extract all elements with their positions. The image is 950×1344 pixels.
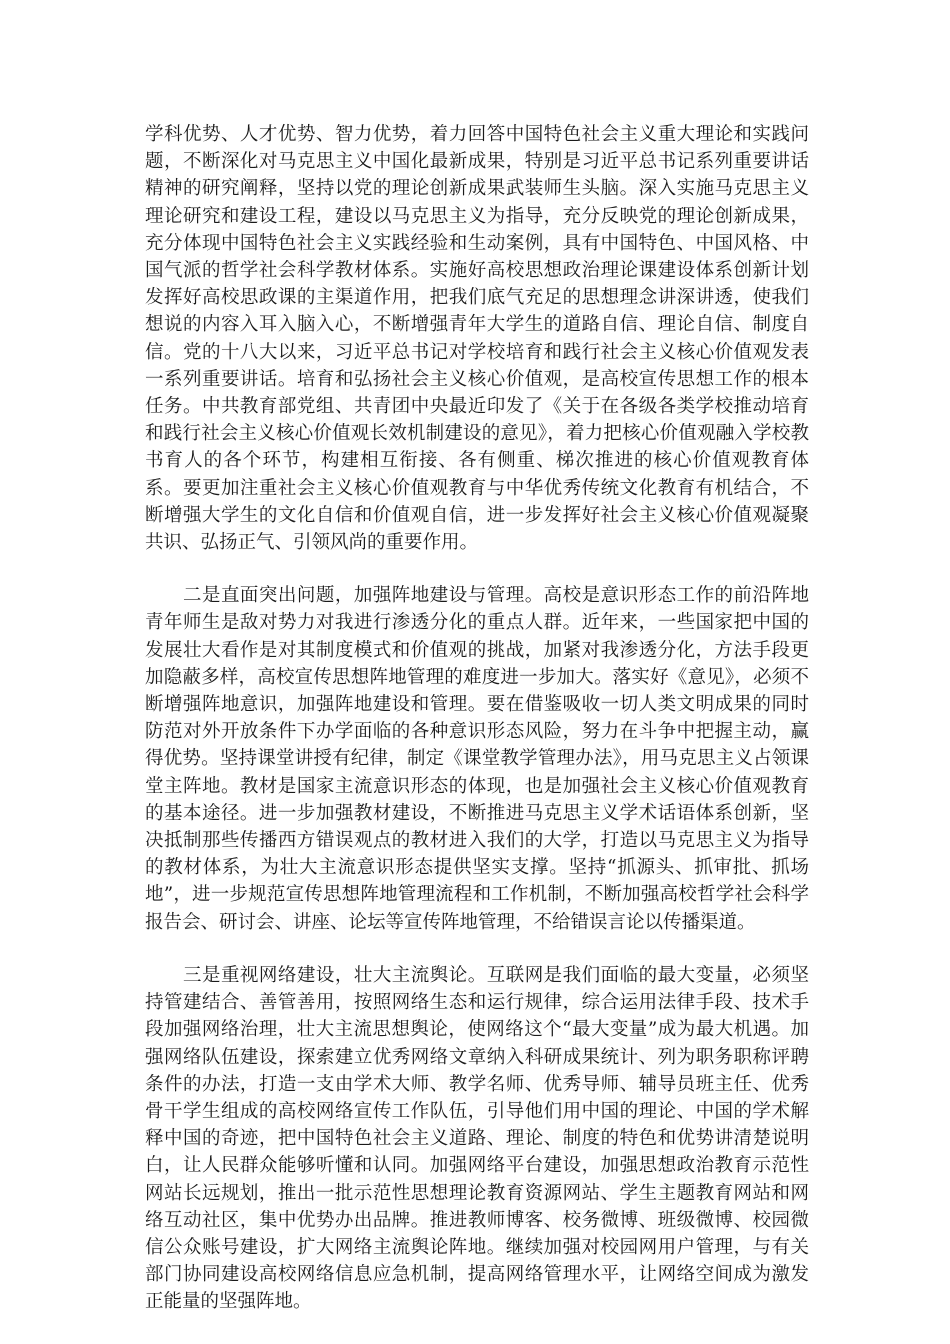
paragraph-2: 二是直面突出问题，加强阵地建设与管理。高校是意识形态工作的前沿阵地青年师生是敌对势力对我进行渗透分化的重点人群。近年来，一些国家把中国的发展壮大看作是对其制度模式和价值观的挑战，加紧对我渗透分化，方法手段更加隐蔽多样，高校宣传思想阵地管理的难度进一步加大。落实好《意见》，必须不断增强阵地意识，加强阵地建设和管理。要在借鉴吸收一切人类文明成果的同时防范对外开放条件下办学面临的各种意识形态风险，努力在斗争中把握主动，赢得优势。坚持课堂讲授有纪律，制定《课堂教学管理办法》，用马克思主义占领课堂主阵地。教材是国家主流意识形态的体现，也是加强社会主义核心价值观教育的基本途径。进一步加强教材建设，不断推进马克思主义学术话语体系创新，坚决抵制那些传播西方错误观点的教材进入我们的大学，打造以马克思主义为指导的教材体系，为壮大主流意识形态提供坚实支撑。坚持“抓源头、抓审批、抓场地”，进一步规范宣传思想阵地管理流程和工作机制，不断加强高校哲学社会科学报告会、研讨会、讲座、论坛等宣传阵地管理，不给错误言论以传播渠道。 — [145, 585, 809, 933]
paragraph-3: 三是重视网络建设，壮大主流舆论。互联网是我们面临的最大变量，必须坚持管建结合、善管善用，按照网络生态和运行规律，综合运用法律手段、技术手段加强网络治理，壮大主流思想舆论，使网络这个“最大变量”成为最大机遇。加强网络队伍建设，探索建立优秀网络文章纳入科研成果统计、列为职务职称评聘条件的办法，打造一支由学术大师、教学名师、优秀导师、辅导员班主任、优秀骨干学生组成的高校网络宣传工作队伍，引导他们用中国的理论、中国的学术解释中国的奇迹，把中国特色社会主义道路、理论、制度的特色和优势讲清楚说明白，让人民群众能够听懂和认同。加强网络平台建设，加强思想政治教育示范性网站长远规划，推出一批示范性思想理论教育资源网站、学生主题教育网站和网络互动社区，集中优势办出品牌。推进教师博客、校务微博、班级微博、校园微信公众账号建设，扩大网络主流舆论阵地。继续加强对校园网用户管理，与有关部门协同建设高校网络信息应急机制，提高网络管理水平，让网络空间成为激发正能量的坚强阵地。 — [145, 964, 809, 1313]
document-page — [145, 121, 809, 1316]
paragraph-1: 学科优势、人才优势、智力优势，着力回答中国特色社会主义重大理论和实践问题，不断深化对马克思主义中国化最新成果，特别是习近平总书记系列重要讲话精神的研究阐释，坚持以党的理论创新成果武装师生头脑。深入实施马克思主义理论研究和建设工程，建设以马克思主义为指导，充分反映党的理论创新成果，充分体现中国特色社会主义实践经验和生动案例，具有中国特色、中国风格、中国气派的哲学社会科学教材体系。实施好高校思想政治理论课建设体系创新计划发挥好高校思政课的主渠道作用，把我们底气充足的思想理念讲深讲透，使我们想说的内容入耳入脑入心，不断增强青年大学生的道路自信、理论自信、制度自信。党的十八大以来，习近平总书记对学校培育和践行社会主义核心价值观发表一系列重要讲话。培育和弘扬社会主义核心价值观，是高校宣传思想工作的根本任务。中共教育部党组、共青团中央最近印发了《关于在各级各类学校推动培育和践行社会主义核心价值观长效机制建设的意见》，着力把核心价值观融入学校教书育人的各个环节，构建相互衔接、各有侧重、梯次推进的核心价值观教育体系。要更加注重社会主义核心价值观教育与中华优秀传统文化教育有机结合，不断增强大学生的文化自信和价值观自信，进一步发挥好社会主义核心价值观凝聚共识、弘扬正气、引领风尚的重要作用。 — [145, 124, 809, 554]
